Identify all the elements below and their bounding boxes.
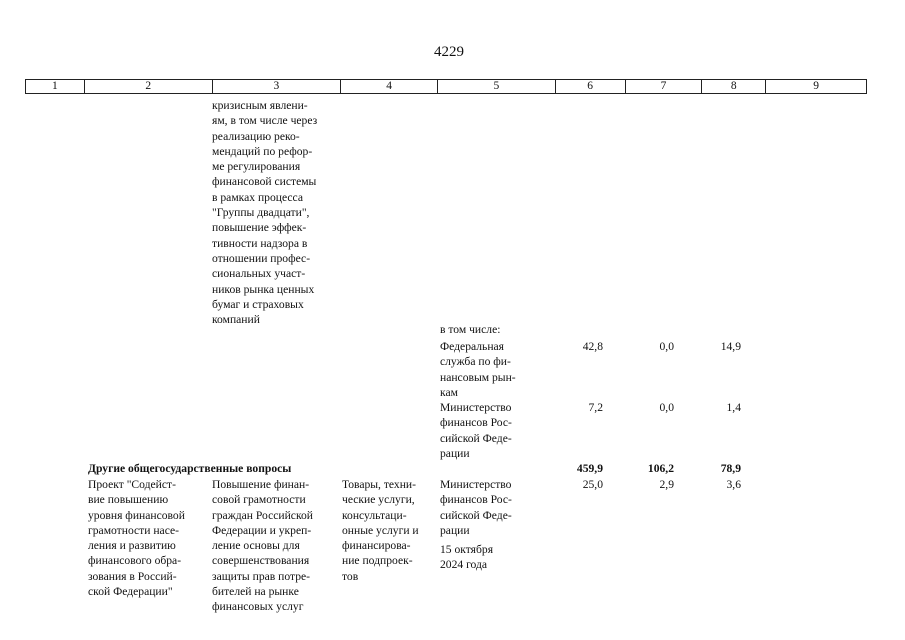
executor-fsfr-col6: 42,8 bbox=[582, 340, 603, 353]
text-line: Повышение финан- bbox=[212, 478, 310, 491]
page-number: 4229 bbox=[434, 44, 464, 60]
text-line: Федеральная bbox=[440, 340, 504, 353]
text-line: тов bbox=[342, 569, 359, 583]
text-line: совой грамотности bbox=[212, 493, 306, 507]
text-line: сиональных участ- bbox=[212, 267, 306, 281]
section-col8: 78,9 bbox=[720, 462, 741, 475]
text-line: Федерации и укреп- bbox=[212, 523, 312, 537]
text-line: кризисным явлени- bbox=[212, 99, 308, 112]
text-line: кам bbox=[440, 385, 458, 399]
text-line: ления и развитию bbox=[88, 539, 176, 553]
section-title: Другие общегосударственные вопросы bbox=[88, 462, 292, 475]
executor-fsfr-name bbox=[440, 339, 516, 400]
text-line: граждан Российской bbox=[212, 508, 313, 522]
text-line: Проект "Содейст- bbox=[88, 478, 176, 491]
text-line: зования в Россий- bbox=[88, 569, 177, 583]
column-header-3: 3 bbox=[213, 80, 342, 93]
text-line: бителей на рынке bbox=[212, 585, 299, 599]
text-line: рации bbox=[440, 523, 470, 537]
text-line: уровня финансовой bbox=[88, 508, 185, 522]
column-header-8: 8 bbox=[702, 80, 766, 93]
text-line: грамотности насе- bbox=[88, 523, 179, 537]
text-line: вие повышению bbox=[88, 493, 169, 507]
section-col7: 106,2 bbox=[647, 462, 674, 475]
text-line: компаний bbox=[212, 313, 260, 327]
project-col6: 25,0 bbox=[582, 478, 603, 491]
project-col7: 2,9 bbox=[659, 478, 674, 491]
column-header-6: 6 bbox=[556, 80, 626, 93]
text-line: финансового обра- bbox=[88, 554, 182, 568]
project-goal bbox=[212, 477, 313, 615]
section-col6: 459,9 bbox=[576, 462, 603, 475]
continued-col3-text bbox=[212, 98, 317, 327]
text-line: ме регулирования bbox=[212, 160, 301, 174]
text-line: отношении профес- bbox=[212, 251, 311, 265]
text-line: бумаг и страховых bbox=[212, 297, 304, 311]
text-line: Министерство bbox=[440, 401, 512, 414]
text-line: рации bbox=[440, 446, 470, 460]
executor-fsfr-col8: 14,9 bbox=[720, 340, 741, 353]
including-label: в том числе: bbox=[440, 323, 501, 336]
text-line: Товары, техни- bbox=[342, 478, 416, 491]
text-line: онные услуги и bbox=[342, 523, 419, 537]
text-line: сийской Феде- bbox=[440, 431, 512, 445]
text-line: финансов Рос- bbox=[440, 493, 512, 507]
text-line: мендаций по рефор- bbox=[212, 144, 313, 158]
text-line: Министерство bbox=[440, 478, 512, 491]
text-line: ление основы для bbox=[212, 539, 300, 553]
text-line: ческие услуги, bbox=[342, 493, 415, 507]
project-col8: 3,6 bbox=[726, 478, 741, 491]
executor-minfin-name bbox=[440, 400, 512, 461]
text-line: защиты прав потре- bbox=[212, 569, 310, 583]
text-line: ской Федерации" bbox=[88, 585, 173, 599]
project-procurement bbox=[342, 477, 419, 584]
executor-minfin-col7: 0,0 bbox=[659, 401, 674, 414]
executor-minfin-col8: 1,4 bbox=[726, 401, 741, 414]
text-line: ников рынка ценных bbox=[212, 282, 315, 296]
text-line: тивности надзора в bbox=[212, 236, 308, 250]
column-header-7: 7 bbox=[626, 80, 703, 93]
column-header-9: 9 bbox=[813, 80, 819, 92]
text-line: сийской Феде- bbox=[440, 508, 512, 522]
text-line: финансов Рос- bbox=[440, 416, 512, 430]
column-header-2: 2 bbox=[85, 80, 213, 93]
column-header-4: 4 bbox=[341, 80, 438, 93]
executor-fsfr-col7: 0,0 bbox=[659, 340, 674, 353]
text-line: 15 октября bbox=[440, 543, 494, 557]
text-line: финансовой системы bbox=[212, 175, 317, 189]
column-header-1: 1 bbox=[26, 80, 85, 93]
text-line: в рамках процесса bbox=[212, 190, 303, 204]
executor-minfin-col6: 7,2 bbox=[588, 401, 603, 414]
column-header-5: 5 bbox=[438, 80, 556, 93]
text-line: ям, в том числе через bbox=[212, 114, 318, 128]
project-executor bbox=[440, 477, 512, 573]
text-line: повышение эффек- bbox=[212, 221, 307, 235]
text-line: совершенствования bbox=[212, 554, 310, 568]
project-date bbox=[440, 542, 512, 573]
column-number-header bbox=[25, 79, 867, 94]
text-line: финансовых услуг bbox=[212, 600, 304, 614]
text-line: финансирова- bbox=[342, 539, 411, 553]
project-name bbox=[88, 477, 185, 599]
text-line: консультаци- bbox=[342, 508, 407, 522]
text-line: служба по фи- bbox=[440, 355, 511, 369]
text-line: реализацию реко- bbox=[212, 129, 300, 143]
text-line: ние подпроек- bbox=[342, 554, 413, 568]
text-line: нансовым рын- bbox=[440, 370, 516, 384]
text-line: 2024 года bbox=[440, 558, 488, 572]
text-line: "Группы двадцати", bbox=[212, 206, 310, 220]
